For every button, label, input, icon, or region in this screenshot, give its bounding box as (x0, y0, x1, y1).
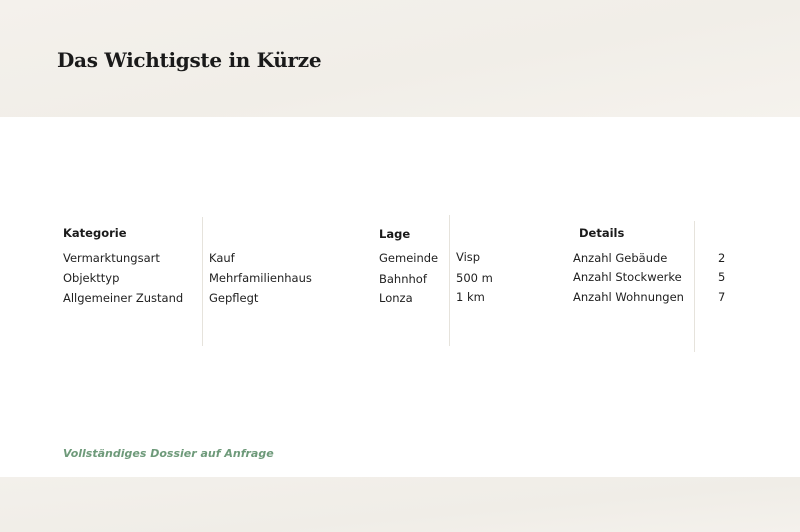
kategorie-value-vermarktungsart: Kauf (209, 251, 235, 265)
footer-band (0, 477, 800, 532)
details-value-wohnungen: 7 (718, 290, 726, 304)
lage-value-bahnhof: 500 m (456, 271, 493, 285)
kategorie-value-objekttyp: Mehrfamilienhaus (209, 271, 312, 285)
details-value-gebaeude: 2 (718, 251, 726, 265)
lage-label-bahnhof: Bahnhof (379, 272, 427, 286)
lage-label-gemeinde: Gemeinde (379, 251, 439, 265)
details-label-gebaeude: Anzahl Gebäude (573, 251, 668, 265)
lage-label-lonza: Lonza (379, 291, 413, 305)
column-divider (449, 215, 450, 346)
kategorie-label-vermarktungsart: Vermarktungsart (63, 251, 160, 265)
kategorie-heading: Kategorie (63, 226, 127, 240)
column-divider (202, 217, 203, 346)
lage-value-lonza: 1 km (456, 290, 485, 304)
page-title: Das Wichtigste in Kürze (57, 48, 322, 72)
kategorie-label-zustand: Allgemeiner Zustand (63, 291, 184, 305)
details-value-stockwerke: 5 (718, 270, 726, 284)
kategorie-value-zustand: Gepflegt (209, 291, 259, 305)
column-divider (694, 221, 695, 352)
kategorie-label-objekttyp: Objekttyp (63, 271, 120, 285)
details-label-wohnungen: Anzahl Wohnungen (573, 290, 684, 304)
lage-value-gemeinde: Visp (456, 250, 481, 264)
dossier-note: Vollständiges Dossier auf Anfrage (63, 447, 274, 460)
details-label-stockwerke: Anzahl Stockwerke (573, 270, 682, 284)
lage-heading: Lage (379, 227, 411, 241)
details-heading: Details (579, 226, 625, 240)
